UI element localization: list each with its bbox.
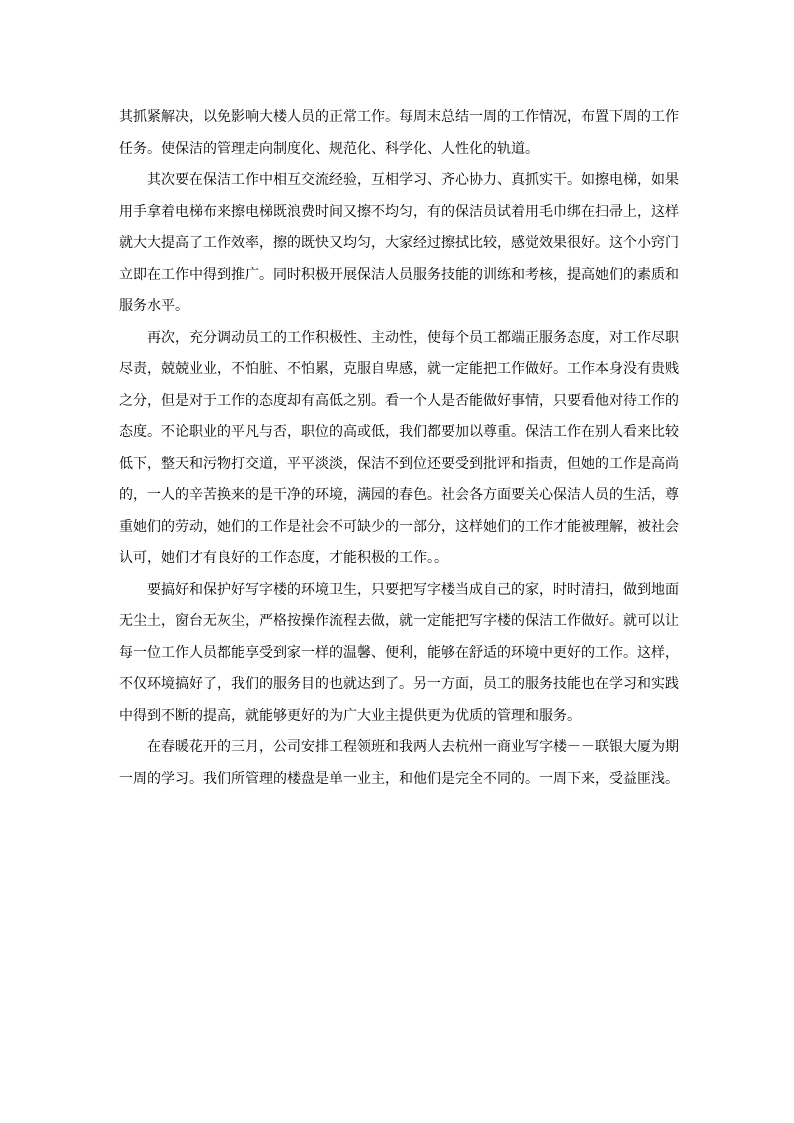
paragraph-2: 其次要在保洁工作中相互交流经验，互相学习、齐心协力、真抓实干。如擦电梯，如果用手拿着电梯布来擦电梯既浪费时间又擦不均匀，有的保洁员试着用毛巾绑在扫帚上，这样就大大提高了工作效率，擦的既快又均匀，大家经过擦拭比较，感觉效果很好。这个小窍门立即在工作中得到推广。同时积极开展保洁人员服务技能的训练和考核，提高她们的素质和服务水平。: [119, 172, 679, 314]
paragraph-4: 要搞好和保护好写字楼的环境卫生，只要把写字楼当成自己的家，时时清扫，做到地面无尘土，窗台无灰尘，严格按操作流程去做，就一定能把写字楼的保洁工作做好。就可以让每一位工作人员都能享受到家一样的温馨、便利，能够在舒适的环境中更好的工作。这样，不仅环境搞好了，我们的服务目的也就达到了。另一方面，员工的服务技能也在学习和实践中得到不断的提高，就能够更好的为广大业主提供更为优质的管理和服务。: [119, 581, 679, 724]
paragraph-3: 再次，充分调动员工的工作积极性、主动性，使每个员工都端正服务态度，对工作尽职尽责，兢兢业业，不怕脏、不怕累，克服自卑感，就一定能把工作做好。工作本身没有贵贱之分，但是对于工作的态度却有高低之别。看一个人是否能做好事情，只要看他对待工作的态度。不论职业的平凡与否，职位的高或低，我们都要加以尊重。保洁工作在别人看来比较低下，整天和污物打交道，平平淡淡，保洁不到位还要受到批评和指责，但她的工作是高尚的，一人的辛苦换来的是干净的环境，满园的春色。社会各方面要关心保洁人员的生活，尊重她们的劳动，她们的工作是社会不可缺少的一部分，这样她们的工作才能被理解，被社会认可，她们才有良好的工作态度，才能积极的工作。。: [119, 329, 679, 566]
paragraph-1: 其抓紧解决，以免影响大楼人员的正常工作。每周末总结一周的工作情况，布置下周的工作任务。使保洁的管理走向制度化、规范化、科学化、人性化的轨道。: [119, 109, 679, 157]
document-body: [119, 102, 679, 795]
paragraph-5: 在春暖花开的三月，公司安排工程领班和我两人去杭州一商业写字楼－－联银大厦为期一周的学习。我们所管理的楼盘是单一业主，和他们是完全不同的。一周下来，受益匪浅。: [119, 739, 679, 787]
